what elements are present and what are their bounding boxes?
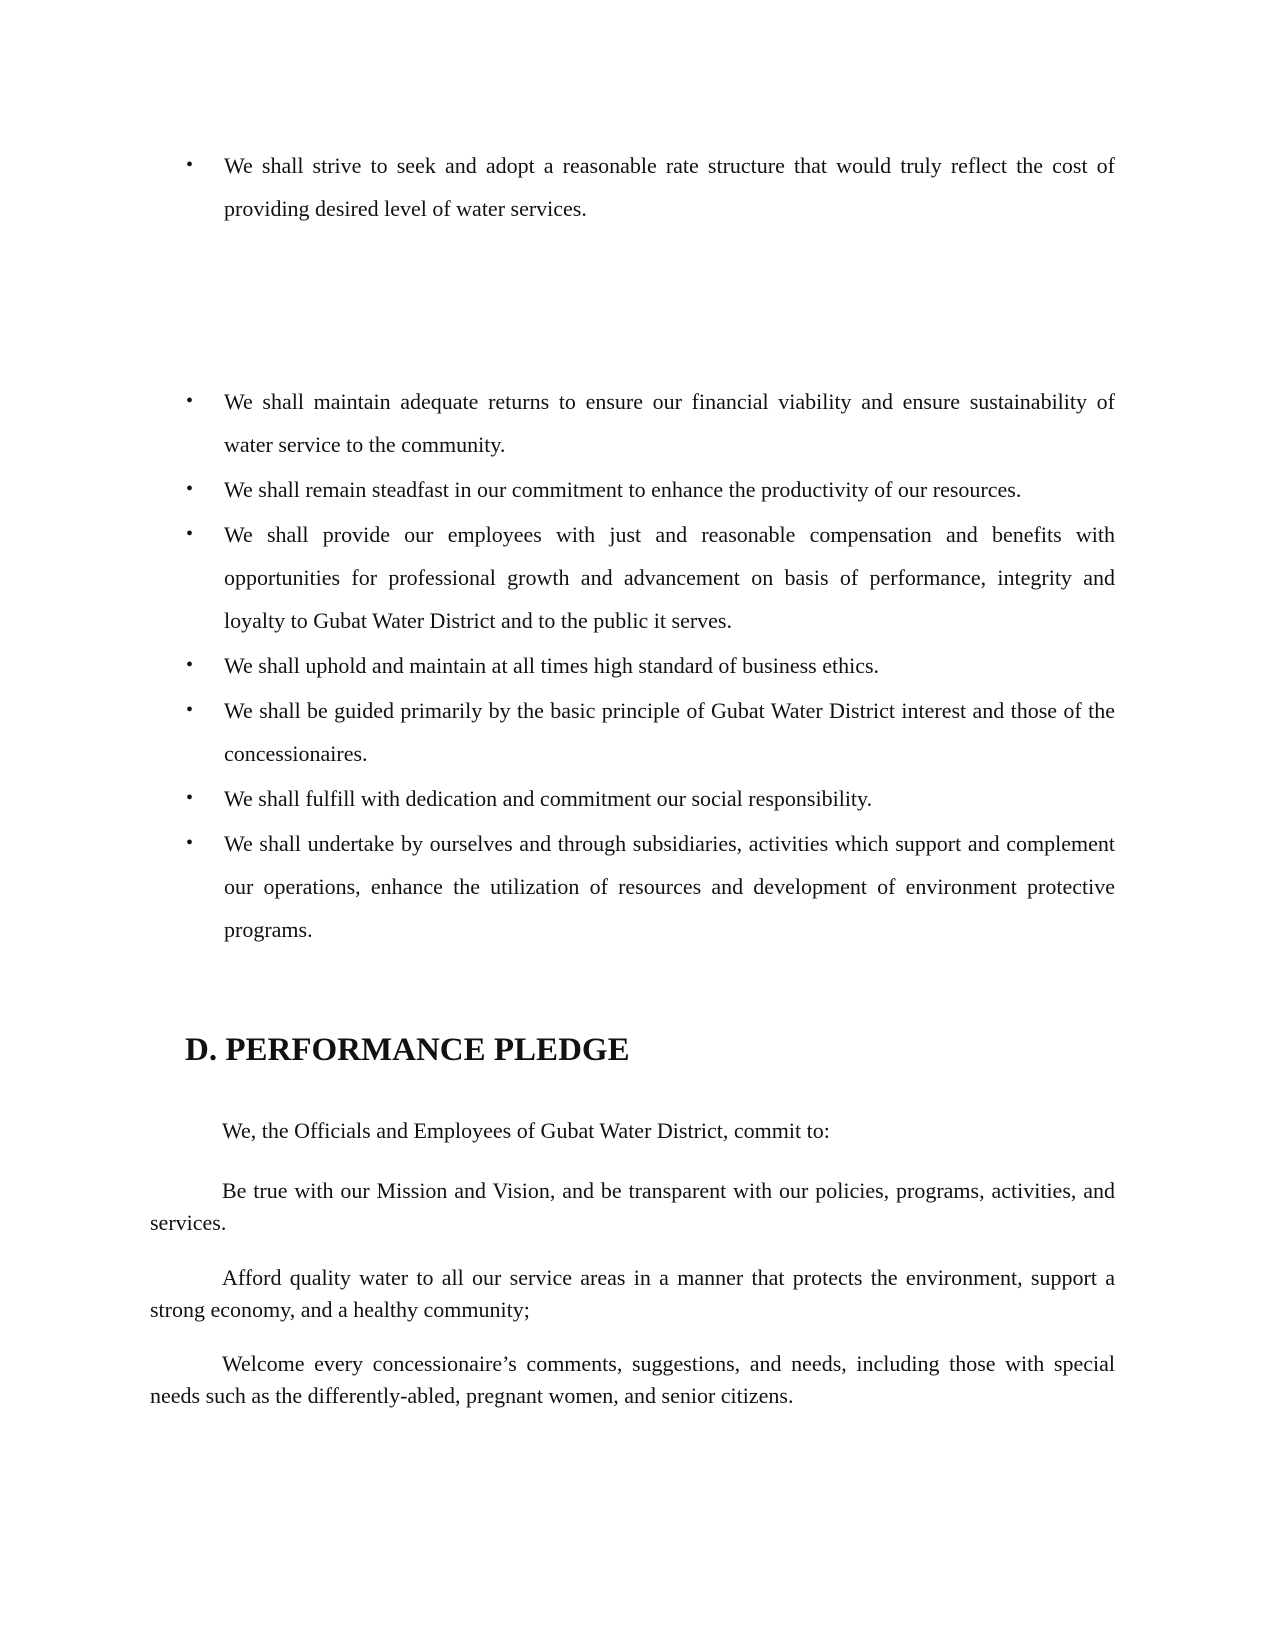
pledge-paragraph: Be true with our Mission and Vision, and be transparent with our policies, programs, activities, and services. bbox=[150, 1178, 1115, 1235]
bullet-item: • We shall uphold and maintain at all times high standard of business ethics. bbox=[150, 644, 1115, 687]
bullet-item: • We shall maintain adequate returns to ensure our financial viability and ensure sustainability of water service to the community. bbox=[150, 380, 1115, 466]
bullet-item: • We shall undertake by ourselves and through subsidiaries, activities which support and complement our operations, enhance the utilization of resources and development of environment protective programs. bbox=[150, 822, 1115, 951]
section-heading: D. PERFORMANCE PLEDGE bbox=[185, 1032, 630, 1068]
bullet-item: • We shall strive to seek and adopt a reasonable rate structure that would truly reflect the cost of providing desired level of water services. bbox=[150, 144, 1115, 230]
bullet-item: • We shall provide our employees with just and reasonable compensation and benefits with opportunities for professional growth and advancement on basis of performance, integrity and loyalty to Gubat Water District and to the public it serves. bbox=[150, 513, 1115, 642]
bullet-list-rate bbox=[150, 144, 1115, 230]
pledge-intro: We, the Officials and Employees of Gubat Water District, commit to: bbox=[222, 1118, 830, 1143]
bullet-item: • We shall remain steadfast in our commitment to enhance the productivity of our resources. bbox=[150, 468, 1115, 511]
bullet-item: • We shall fulfill with dedication and commitment our social responsibility. bbox=[150, 777, 1115, 820]
bullet-item: • We shall be guided primarily by the basic principle of Gubat Water District interest and those of the concessionaires. bbox=[150, 689, 1115, 775]
pledge-paragraph: Afford quality water to all our service areas in a manner that protects the environment, support a strong economy, and a healthy community; bbox=[150, 1265, 1115, 1322]
pledge-paragraph: Welcome every concessionaire’s comments, suggestions, and needs, including those with special needs such as the differently-abled, pregnant women, and senior citizens. bbox=[150, 1351, 1115, 1408]
bullet-list-commitments bbox=[150, 380, 1115, 951]
